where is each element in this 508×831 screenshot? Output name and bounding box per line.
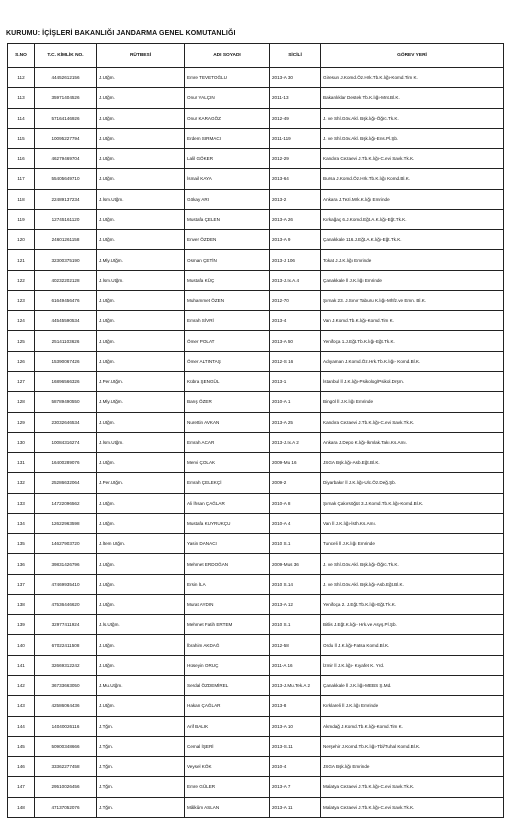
cell-adi-soyadi: Enver ÖZDEN [185, 230, 270, 250]
cell-sicili: 2010 S.14 [270, 574, 321, 594]
table-row [8, 311, 504, 331]
cell-adi-soyadi: Barış ÖZER [185, 392, 270, 412]
cell-sno: 118 [8, 189, 35, 209]
cell-sicili: 2013-1 [270, 371, 321, 391]
cell-gorev-yeri: Ankara J.Tezi.Mrk.K.lığı Emrinde [321, 189, 504, 209]
cell-adi-soyadi: Mehmet Fatih ERTEM [185, 615, 270, 635]
cell-sno: 141 [8, 655, 35, 675]
cell-tc-kimlik-no: 40232202128 [35, 270, 97, 290]
cell-gorev-yeri: Van J.Komd.Tb.K.lığı-Komd.Tim K. [321, 311, 504, 331]
cell-adi-soyadi: Ömer POLAT [185, 331, 270, 351]
cell-sno: 132 [8, 473, 35, 493]
cell-gorev-yeri: Şırnak Çakırsöğüt 3.J.Komd.Tb.K.lığı-Komd.Bl.K. [321, 493, 504, 513]
cell-sicili: 2009-2 [270, 473, 321, 493]
cell-gorev-yeri: Yenifoça 1.J.Eğt.Tb.K.lığı-Eğt.Tk.K. [321, 331, 504, 351]
cell-gorev-yeri: Tunceli İl J.K.lığı Emrinde [321, 534, 504, 554]
table-row [8, 635, 504, 655]
cell-rutbesi: J.Mly.Utğm. [97, 250, 185, 270]
cell-gorev-yeri: Bingöl İl J.K.lığı Emrinde [321, 392, 504, 412]
table-row [8, 128, 504, 148]
cell-sicili: 2013-8 [270, 696, 321, 716]
cell-tc-kimlik-no: 39831426796 [35, 554, 97, 574]
cell-sno: 142 [8, 675, 35, 695]
cell-sno: 124 [8, 311, 35, 331]
cell-sicili: 2009-Mus 36 [270, 554, 321, 574]
cell-sno: 134 [8, 513, 35, 533]
cell-rutbesi: J.İsm.Utğm. [97, 189, 185, 209]
cell-rutbesi: J.Utğm. [97, 128, 185, 148]
table-row [8, 716, 504, 736]
table-row [8, 108, 504, 128]
table-row [8, 473, 504, 493]
cell-rutbesi: J.Utğm. [97, 230, 185, 250]
cell-sno: 115 [8, 128, 35, 148]
cell-rutbesi: J.Mly.Utğm. [97, 392, 185, 412]
table-row [8, 331, 504, 351]
cell-rutbesi: J.Tğm. [97, 777, 185, 797]
table-row [8, 392, 504, 412]
cell-gorev-yeri: Giresun J.Komd.Öz.Hrk.Tb.K.lığı-Komd.Tim K. [321, 68, 504, 88]
cell-tc-kimlik-no: 10095227794 [35, 128, 97, 148]
personnel-table [7, 43, 504, 818]
cell-sno: 130 [8, 432, 35, 452]
cell-adi-soyadi: Mustafa KÜÇ [185, 270, 270, 290]
cell-tc-kimlik-no: 16896566326 [35, 371, 97, 391]
cell-gorev-yeri: Çanakkale 116.J.Eğt.A.K.lığı-Eğt.Tk.K. [321, 230, 504, 250]
cell-sno: 116 [8, 149, 35, 169]
cell-sicili: 2013-A 30 [270, 68, 321, 88]
cell-tc-kimlik-no: 10084316274 [35, 432, 97, 452]
cell-sicili: 2013-J.Ix.A.4 [270, 270, 321, 290]
header-sicili: SİCİLİ [270, 44, 321, 68]
cell-gorev-yeri: Yenifoça 2. J.Eğt.Tb.K.lığı-Eğt.Tk.K. [321, 594, 504, 614]
cell-tc-kimlik-no: 24601261158 [35, 230, 97, 250]
cell-adi-soyadi: Murat AYDIN [185, 594, 270, 614]
cell-adi-soyadi: Yasin DANACI [185, 534, 270, 554]
table-row [8, 675, 504, 695]
table-row [8, 797, 504, 817]
cell-sno: 135 [8, 534, 35, 554]
cell-rutbesi: J.İsm.Utğm. [97, 432, 185, 452]
cell-sno: 148 [8, 797, 35, 817]
table-row [8, 736, 504, 756]
cell-adi-soyadi: Erdem SIRMACI [185, 128, 270, 148]
cell-gorev-yeri: Malatya Cezaevi J.Tb.K.lığı-C.evi Savk.Tk.K. [321, 777, 504, 797]
header-rutbesi: RÜTBESİ [97, 44, 185, 68]
cell-adi-soyadi: Veysel KÖK [185, 757, 270, 777]
cell-tc-kimlik-no: 12622963598 [35, 513, 97, 533]
cell-rutbesi: J.Tğm. [97, 716, 185, 736]
cell-rutbesi: J.Utğm. [97, 169, 185, 189]
cell-sicili: 2013-A 9 [270, 230, 321, 250]
cell-tc-kimlik-no: 47536446620 [35, 594, 97, 614]
cell-sicili: 2013-J 106 [270, 250, 321, 270]
cell-sno: 123 [8, 290, 35, 310]
cell-sno: 114 [8, 108, 35, 128]
cell-tc-kimlik-no: 35971404526 [35, 88, 97, 108]
cell-tc-kimlik-no: 46279469704 [35, 149, 97, 169]
cell-adi-soyadi: Mustafa ÇELEN [185, 209, 270, 229]
cell-gorev-yeri: Adıyaman J.Komd.Öz.Hrk.Tb.K.lığı- Komd.Bl.K. [321, 351, 504, 371]
cell-gorev-yeri: J. ve Shl.Göv.Akl. Bşk.lığı-Öğrc.Tk.K. [321, 554, 504, 574]
cell-sicili: 2013-A 50 [270, 331, 321, 351]
cell-adi-soyadi: Lalil GÖKER [185, 149, 270, 169]
header-tc-kimlik-no: T.C. KİMLİK NO. [35, 44, 97, 68]
cell-tc-kimlik-no: 32977411924 [35, 615, 97, 635]
cell-sno: 122 [8, 270, 35, 290]
table-row [8, 554, 504, 574]
table-row [8, 696, 504, 716]
cell-adi-soyadi: Emrah SİVRİ [185, 311, 270, 331]
cell-tc-kimlik-no: 36733663050 [35, 675, 97, 695]
cell-rutbesi: J.Utğm. [97, 290, 185, 310]
cell-adi-soyadi: Cemal İŞERİ [185, 736, 270, 756]
cell-tc-kimlik-no: 14040026116 [35, 716, 97, 736]
table-row [8, 169, 504, 189]
cell-tc-kimlik-no: 67022411508 [35, 635, 97, 655]
cell-adi-soyadi: Emre TEVETOĞLU [185, 68, 270, 88]
cell-gorev-yeri: Nerşehir J.Komd.Tb.K.lığı-Tbl/Tuhal Komd.Bl.K. [321, 736, 504, 756]
cell-gorev-yeri: JSGA Bşk.lığı-Asb.Eğt.Bl.K. [321, 453, 504, 473]
cell-tc-kimlik-no: 14722096562 [35, 493, 97, 513]
table-row [8, 351, 504, 371]
cell-adi-soyadi: Mervi ÇOLAK [185, 453, 270, 473]
table-row [8, 777, 504, 797]
header-gorev-yeri: GÖREV YERİ [321, 44, 504, 68]
cell-sicili: 2011-A 16 [270, 655, 321, 675]
cell-sicili: 2012-58 [270, 635, 321, 655]
cell-sno: 138 [8, 594, 35, 614]
cell-gorev-yeri: Ankara J.Depo K.lığı-İkmlak.Takı.Ks.Amı. [321, 432, 504, 452]
cell-sicili: 2013-64 [270, 169, 321, 189]
cell-adi-soyadi: Kübra ŞENGÜL [185, 371, 270, 391]
cell-tc-kimlik-no: 44452612156 [35, 68, 97, 88]
table-row [8, 149, 504, 169]
cell-adi-soyadi: Onur YALÇIN [185, 88, 270, 108]
cell-rutbesi: J.Utğm. [97, 635, 185, 655]
cell-tc-kimlik-no: 29510026456 [35, 777, 97, 797]
cell-gorev-yeri: Bitlis J.Eğt.K.lığı- Hrk.ve Asyş.Pl.Şb. [321, 615, 504, 635]
cell-rutbesi: J.Utğm. [97, 594, 185, 614]
cell-tc-kimlik-no: 32300375190 [35, 250, 97, 270]
cell-gorev-yeri: J. ve Shl.Göv.Akl. Bşk.lığı-Öğrc.Tk.K. [321, 108, 504, 128]
cell-gorev-yeri: Tokat J.J.K.lığı Emrinde [321, 250, 504, 270]
cell-adi-soyadi: Nurettin AVKAN [185, 412, 270, 432]
cell-gorev-yeri: Kandıra Cezaevi J.Tb.K.lığı-C.evi Savk.Tk.K. [321, 149, 504, 169]
cell-sno: 112 [8, 68, 35, 88]
table-row [8, 513, 504, 533]
cell-sno: 119 [8, 209, 35, 229]
cell-gorev-yeri: Bakanlıklar Destek Tb.K.lığı-Mnt.Bl.K. [321, 88, 504, 108]
cell-rutbesi: J.İsm.Utğm. [97, 270, 185, 290]
cell-sicili: 2012-70 [270, 290, 321, 310]
cell-sicili: 2012-49 [270, 108, 321, 128]
cell-sicili: 2010 S.1 [270, 534, 321, 554]
cell-sno: 127 [8, 371, 35, 391]
document-title: KURUMU: İÇİŞLERİ BAKANLIĞI JANDARMA GENEL KOMUTANLIĞI [6, 30, 236, 37]
cell-sno: 137 [8, 574, 35, 594]
cell-gorev-yeri: Bursa J.Komd.Öz.Hrk.Tb.K.lığı Komd.Bl.K. [321, 169, 504, 189]
cell-tc-kimlik-no: 25141103626 [35, 331, 97, 351]
cell-sicili: 2010-A 4 [270, 513, 321, 533]
cell-sicili: 2010 S.1 [270, 615, 321, 635]
cell-adi-soyadi: Arif BALIK [185, 716, 270, 736]
cell-adi-soyadi: Emrah ÇELEKÇİ [185, 473, 270, 493]
cell-rutbesi: J.Utğm. [97, 209, 185, 229]
cell-sno: 120 [8, 230, 35, 250]
cell-sno: 121 [8, 250, 35, 270]
cell-tc-kimlik-no: 47469935410 [35, 574, 97, 594]
cell-sicili: 2010-A 8 [270, 493, 321, 513]
cell-rutbesi: J.Tğm. [97, 736, 185, 756]
cell-sno: 131 [8, 453, 35, 473]
table-row [8, 757, 504, 777]
cell-gorev-yeri: Ordu İl J.K.lığı-Fatsa Komd.Bl.K. [321, 635, 504, 655]
cell-sicili: 2009-Mu 16 [270, 453, 321, 473]
cell-tc-kimlik-no: 42586064436 [35, 696, 97, 716]
cell-tc-kimlik-no: 23032646534 [35, 412, 97, 432]
cell-tc-kimlik-no: 55405649710 [35, 169, 97, 189]
cell-sicili: 2013-A 25 [270, 412, 321, 432]
cell-tc-kimlik-no: 58789490550 [35, 392, 97, 412]
cell-adi-soyadi: Hakan ÇAĞLAR [185, 696, 270, 716]
table-header-row [8, 44, 504, 68]
cell-tc-kimlik-no: 12745161120 [35, 209, 97, 229]
header-adi-soyadi: ADI SOYADI [185, 44, 270, 68]
cell-rutbesi: J.İtem Utğm. [97, 534, 185, 554]
cell-rutbesi: J.Utğm. [97, 412, 185, 432]
cell-gorev-yeri: İstanbul İl J.K.lığı-Psikolog/Psikol.Drşm. [321, 371, 504, 391]
table-body [8, 68, 504, 818]
cell-adi-soyadi: Mâlkûm ASLAN [185, 797, 270, 817]
table-row [8, 88, 504, 108]
cell-tc-kimlik-no: 15390067426 [35, 351, 97, 371]
cell-sno: 146 [8, 757, 35, 777]
cell-adi-soyadi: Muhammet ÖZEN [185, 290, 270, 310]
table-row [8, 574, 504, 594]
table-row [8, 270, 504, 290]
header-sno: S.NO [8, 44, 35, 68]
cell-rutbesi: J.Utğm. [97, 108, 185, 128]
table-row [8, 453, 504, 473]
cell-sicili: 2013-J.Ix.A 2 [270, 432, 321, 452]
cell-adi-soyadi: Gökay ARI [185, 189, 270, 209]
cell-rutbesi: J.Per.Utğm. [97, 473, 185, 493]
cell-tc-kimlik-no: 32669312242 [35, 655, 97, 675]
cell-gorev-yeri: J. ve Shl.Göv.Akl. Bşk.lığı-Asb.Eğt.Bl.K. [321, 574, 504, 594]
cell-tc-kimlik-no: 50900348666 [35, 736, 97, 756]
cell-sno: 139 [8, 615, 35, 635]
cell-sno: 144 [8, 716, 35, 736]
cell-tc-kimlik-no: 57164146926 [35, 108, 97, 128]
cell-adi-soyadi: Osman ÇETİN [185, 250, 270, 270]
cell-adi-soyadi: Ersin İLA [185, 574, 270, 594]
table-row [8, 189, 504, 209]
cell-sno: 133 [8, 493, 35, 513]
cell-tc-kimlik-no: 33362277458 [35, 757, 97, 777]
cell-rutbesi: J.Utğm. [97, 696, 185, 716]
cell-tc-kimlik-no: 47137052076 [35, 797, 97, 817]
cell-tc-kimlik-no: 25286632064 [35, 473, 97, 493]
cell-sno: 126 [8, 351, 35, 371]
table-row [8, 412, 504, 432]
cell-sno: 129 [8, 412, 35, 432]
table-row [8, 655, 504, 675]
cell-adi-soyadi: Ömer ALTINTAŞ [185, 351, 270, 371]
table-row [8, 493, 504, 513]
cell-rutbesi: J.Tğm. [97, 757, 185, 777]
cell-gorev-yeri: Akmdağ J.Komd.Tb.K.lığı-Komd.Tim K. [321, 716, 504, 736]
cell-sno: 145 [8, 736, 35, 756]
cell-sicili: 2013-2 [270, 189, 321, 209]
cell-sicili: 2010-4 [270, 757, 321, 777]
cell-rutbesi: J.Utğm. [97, 493, 185, 513]
cell-rutbesi: J.Utğm. [97, 149, 185, 169]
cell-sicili: 2013-J.Mu.Tek.A 2 [270, 675, 321, 695]
cell-rutbesi: J.Utğm. [97, 351, 185, 371]
cell-rutbesi: J.Mu.Utğm. [97, 675, 185, 695]
cell-sicili: 2013-A 11 [270, 797, 321, 817]
cell-rutbesi: J.Tğm. [97, 797, 185, 817]
cell-adi-soyadi: Emre GÜLER [185, 777, 270, 797]
cell-tc-kimlik-no: 14627903720 [35, 534, 97, 554]
cell-sicili: 2011-13 [270, 88, 321, 108]
cell-sno: 140 [8, 635, 35, 655]
table-row [8, 230, 504, 250]
cell-gorev-yeri: Diyarbakır İl J.K.lığı-Ulc.Öz.Değ.Şb. [321, 473, 504, 493]
cell-rutbesi: J.Utğm. [97, 655, 185, 675]
table-row [8, 615, 504, 635]
cell-gorev-yeri: Çanakkale İl J.K.lığı Emrinde [321, 270, 504, 290]
cell-gorev-yeri: Kırkağaç 6.J.Komd.Eğt.A.K.lığı-Eğt.Tk.K. [321, 209, 504, 229]
table-row [8, 209, 504, 229]
cell-sicili: 2013-A 12 [270, 594, 321, 614]
cell-rutbesi: J.Utğm. [97, 574, 185, 594]
cell-gorev-yeri: Van İl J.K.lığı-İsth.Ks.Amı. [321, 513, 504, 533]
cell-adi-soyadi: İsmail KAYA [185, 169, 270, 189]
cell-gorev-yeri: Malatya Cezaevi J.Tb.K.lığı-C.evi Savk.Tk.K. [321, 797, 504, 817]
cell-tc-kimlik-no: 16400289076 [35, 453, 97, 473]
cell-rutbesi: J.Utğm. [97, 453, 185, 473]
cell-sno: 147 [8, 777, 35, 797]
cell-rutbesi: J.Utğm. [97, 68, 185, 88]
cell-tc-kimlik-no: 44545590534 [35, 311, 97, 331]
cell-adi-soyadi: İbrahim AKDAĞ [185, 635, 270, 655]
cell-adi-soyadi: Mehmet ERDOĞAN [185, 554, 270, 574]
cell-sicili: 2013-A 26 [270, 209, 321, 229]
cell-sicili: 2013-4 [270, 311, 321, 331]
cell-rutbesi: J.İs.Utğm. [97, 615, 185, 635]
table-row [8, 68, 504, 88]
cell-gorev-yeri: Şırnak 23. J.Sınır Taburu K.lığı-Mhfz.ve Emn. Bl.K. [321, 290, 504, 310]
cell-gorev-yeri: Çanakkale İl J.K.lığı-MEBS Ş.Md. [321, 675, 504, 695]
cell-sno: 117 [8, 169, 35, 189]
cell-adi-soyadi: Mustafa KUYRUKÇU [185, 513, 270, 533]
table-row [8, 250, 504, 270]
cell-rutbesi: J.Utğm. [97, 331, 185, 351]
cell-gorev-yeri: İzmir İl J.K.lığı- Kıyafet K. Yrd. [321, 655, 504, 675]
cell-rutbesi: J.Per.Utğm. [97, 371, 185, 391]
table-row [8, 290, 504, 310]
cell-gorev-yeri: Kandıra Cezaevi J.Tb.K.lığı-C.evi Savk.Tk.K. [321, 412, 504, 432]
table-row [8, 432, 504, 452]
cell-gorev-yeri: JSGA Bşk.lığı Emrinde [321, 757, 504, 777]
cell-tc-kimlik-no: 61649456476 [35, 290, 97, 310]
cell-adi-soyadi: Serdal ÖZDEMİREL [185, 675, 270, 695]
cell-gorev-yeri: J. ve Shl.Göv.Akl. Bşk.lığı-Ens.Pl.Şb. [321, 128, 504, 148]
table-row [8, 594, 504, 614]
cell-sicili: 2010-A 1 [270, 392, 321, 412]
cell-sicili: 2011-119 [270, 128, 321, 148]
cell-rutbesi: J.Utğm. [97, 513, 185, 533]
cell-sno: 113 [8, 88, 35, 108]
cell-sno: 128 [8, 392, 35, 412]
cell-adi-soyadi: Emrah ACAR [185, 432, 270, 452]
cell-sicili: 2012-S 16 [270, 351, 321, 371]
cell-tc-kimlik-no: 22489137234 [35, 189, 97, 209]
cell-rutbesi: J.Utğm. [97, 554, 185, 574]
table-row [8, 371, 504, 391]
cell-sicili: 2013-A 7 [270, 777, 321, 797]
cell-adi-soyadi: Hüseyin ORUÇ [185, 655, 270, 675]
cell-sicili: 2013-A 10 [270, 716, 321, 736]
cell-sicili: 2013-S.11 [270, 736, 321, 756]
table-row [8, 534, 504, 554]
cell-adi-soyadi: Onur KARAGÖZ [185, 108, 270, 128]
cell-sno: 136 [8, 554, 35, 574]
cell-rutbesi: J.Utğm. [97, 88, 185, 108]
cell-gorev-yeri: Kırklareli İl J.K.lığı Emrinde [321, 696, 504, 716]
cell-sno: 143 [8, 696, 35, 716]
cell-adi-soyadi: Ali İhsan ÇAĞLAR [185, 493, 270, 513]
cell-sicili: 2012-29 [270, 149, 321, 169]
cell-rutbesi: J.Utğm. [97, 311, 185, 331]
cell-sno: 125 [8, 331, 35, 351]
